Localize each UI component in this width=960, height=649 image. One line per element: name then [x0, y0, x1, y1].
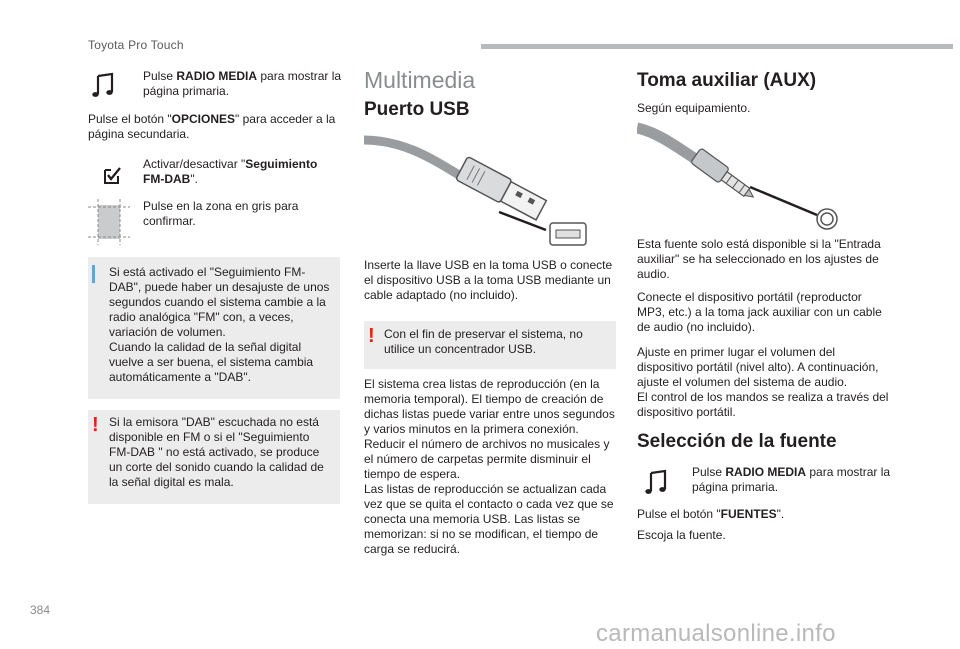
checkbox-icon: [101, 164, 123, 186]
col3-p5: Pulse el botón "FUENTES".: [637, 507, 785, 521]
col2-p2: El sistema crea listas de reproducción (en la memoria temporal). El tiempo de creación de dichas listas puede variar entre unos segundos y varios minutos en la primera conexión. Reducir el número de archivos no musicales y el número de carpetas permite disminuir el tiempo de espera. Las listas de reproducción se actualizan cada vez que se quita el contacto o cada vez que se conecta una memoria USB. Las listas se memorizan: si no se modifican, el tiempo de carga se reducirá.: [364, 377, 615, 556]
col1-p3: Activar/desactivar "Seguimiento FM-DAB".: [143, 157, 318, 186]
warning-icon: !: [92, 414, 99, 436]
warning-box-2: [364, 321, 616, 369]
header-title: Toyota Pro Touch: [88, 38, 184, 52]
watermark: carmanualsonline.info: [596, 620, 836, 647]
info-box: [88, 257, 340, 399]
header-divider: [481, 44, 953, 49]
col3-p3: Ajuste en primer lugar el volumen del dispositivo portátil (nivel alto). A continuación, ajuste el volumen del sistema de audio. El control de los mandos se realiza a través del dispositivo portátil.: [637, 345, 889, 419]
info-icon: [92, 265, 95, 283]
warning-box-2-text: Con el fin de preservar el sistema, no utilice un concentrador USB.: [384, 327, 583, 356]
col1-p4: Pulse en la zona en gris para confirmar.: [143, 199, 299, 228]
page-number: 384: [30, 603, 51, 617]
warning-icon: !: [368, 325, 375, 347]
grey-zone-icon: [88, 199, 130, 245]
info-box-text: Si está activado el "Seguimiento FM-DAB", puede haber un desajuste de unos segundos cuando el sistema cambie a la radio analógica "FM" con, a veces, variación de volumen. Cuando la calidad de la señal digital vuelve a ser buena, el sistema cambia automáticamente a "DAB".: [109, 265, 330, 384]
col3-p4: Pulse RADIO MEDIA para mostrar la página primaria.: [692, 465, 891, 494]
col1-p2: Pulse el botón "OPCIONES" para acceder a la página secundaria.: [88, 112, 336, 141]
col1-p1: Pulse RADIO MEDIA para mostrar la página primaria.: [143, 69, 342, 98]
col3-p0: Según equipamiento.: [637, 101, 751, 115]
section-title-multimedia: Multimedia: [364, 67, 476, 93]
section-heading-aux: Toma auxiliar (AUX): [637, 70, 817, 91]
col3-p6: Escoja la fuente.: [637, 528, 726, 542]
usb-cable-illustration: [364, 130, 594, 250]
col3-p1: Esta fuente solo está disponible si la "Entrada auxiliar" se ha seleccionado en los ajustes de audio.: [637, 237, 881, 281]
section-heading-usb: Puerto USB: [364, 99, 470, 120]
warning-box-1: [88, 410, 340, 504]
aux-jack-illustration: [637, 122, 867, 232]
warning-box-1-text: Si la emisora "DAB" escuchada no está disponible en FM o si el "Seguimiento FM-DAB " no está activado, se produce un corte del sonido cuando la calidad de la señal digital es mala.: [109, 415, 324, 489]
music-note-icon: [643, 469, 671, 497]
section-heading-source: Selección de la fuente: [637, 431, 837, 452]
col3-p2: Conecte el dispositivo portátil (reproductor MP3, etc.) a la toma jack auxiliar con un cable de audio (no incluido).: [637, 290, 882, 334]
music-note-icon: [90, 72, 118, 100]
col2-p1: Inserte la llave USB en la toma USB o conecte el dispositivo USB a la toma USB mediante un cable adaptado (no incluido).: [364, 258, 613, 302]
